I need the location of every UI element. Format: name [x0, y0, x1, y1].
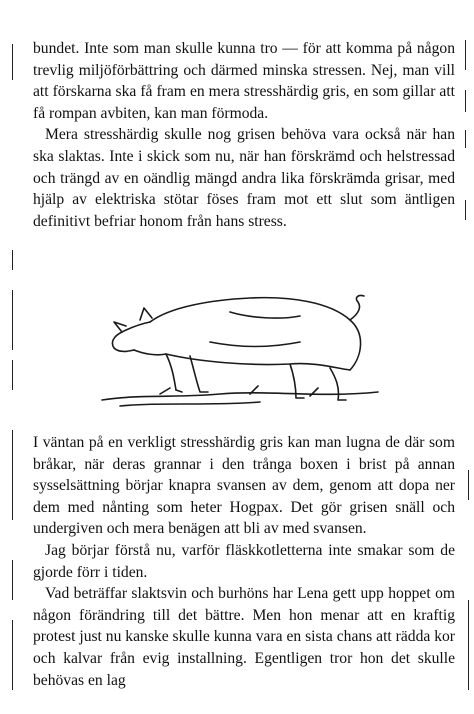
article-column-bottom [33, 432, 455, 691]
column-rule-left [12, 620, 13, 690]
column-rule-right [465, 40, 466, 70]
column-rule-left [12, 290, 13, 350]
column-rule-left [12, 44, 13, 80]
column-rule-left [12, 360, 13, 390]
paragraph: Mera stresshärdig skulle nog grisen behöva vara också när han ska slaktas. Inte i skick som nu, när han förskrämd och helstressad och trängd av en oändlig mängd andra lika förskrämda grisar, med hjälp av elektriska stötar föses fram mot ett slut som äntligen definitivt befriar honom från hans stress. [33, 126, 455, 230]
column-rule-right [468, 600, 469, 690]
column-rule-right [465, 130, 466, 148]
column-rule-left [12, 250, 13, 270]
article-column-top [33, 38, 455, 232]
column-rule-right [465, 90, 466, 112]
column-rule-left [12, 430, 13, 520]
paragraph: bundet. Inte som man skulle kunna tro — för att komma på någon trevlig miljöförbättring och därmed minska stressen. Nej, man vill att förskarna ska få fram en mera stresshärdig gris, en som gillar att få rompan avbiten, kan man förmoda. [33, 40, 455, 122]
paragraph: Vad beträffar slaktsvin och burhöns har Lena gett upp hoppet om någon förändring till det bättre. Men hon menar att en kraftig protest just nu kanske skulle kunna vara en sista chans att rädda kor och kalvar från evig installning. Egentligen tror hon det skulle behövas en lag [33, 585, 455, 689]
pig-sketch-icon [100, 282, 380, 412]
column-rule-left [12, 560, 13, 600]
paragraph: Jag börjar förstå nu, varför fläskkotletterna inte smakar som de gjorde förr i tiden. [33, 541, 455, 581]
column-rule-right [465, 200, 466, 220]
column-rule-right [468, 470, 469, 500]
paragraph: I väntan på en verkligt stresshärdig gris kan man lugna de där som bråkar, när deras grannar i den trånga boxen i brist på annan sysselsättning börjar knapra svansen av dem, genom att dopa ner dem med nånting som heter Hogpax. Det gör grisen snäll och undergiven och mera benägen att bli av med svansen. [33, 434, 455, 538]
